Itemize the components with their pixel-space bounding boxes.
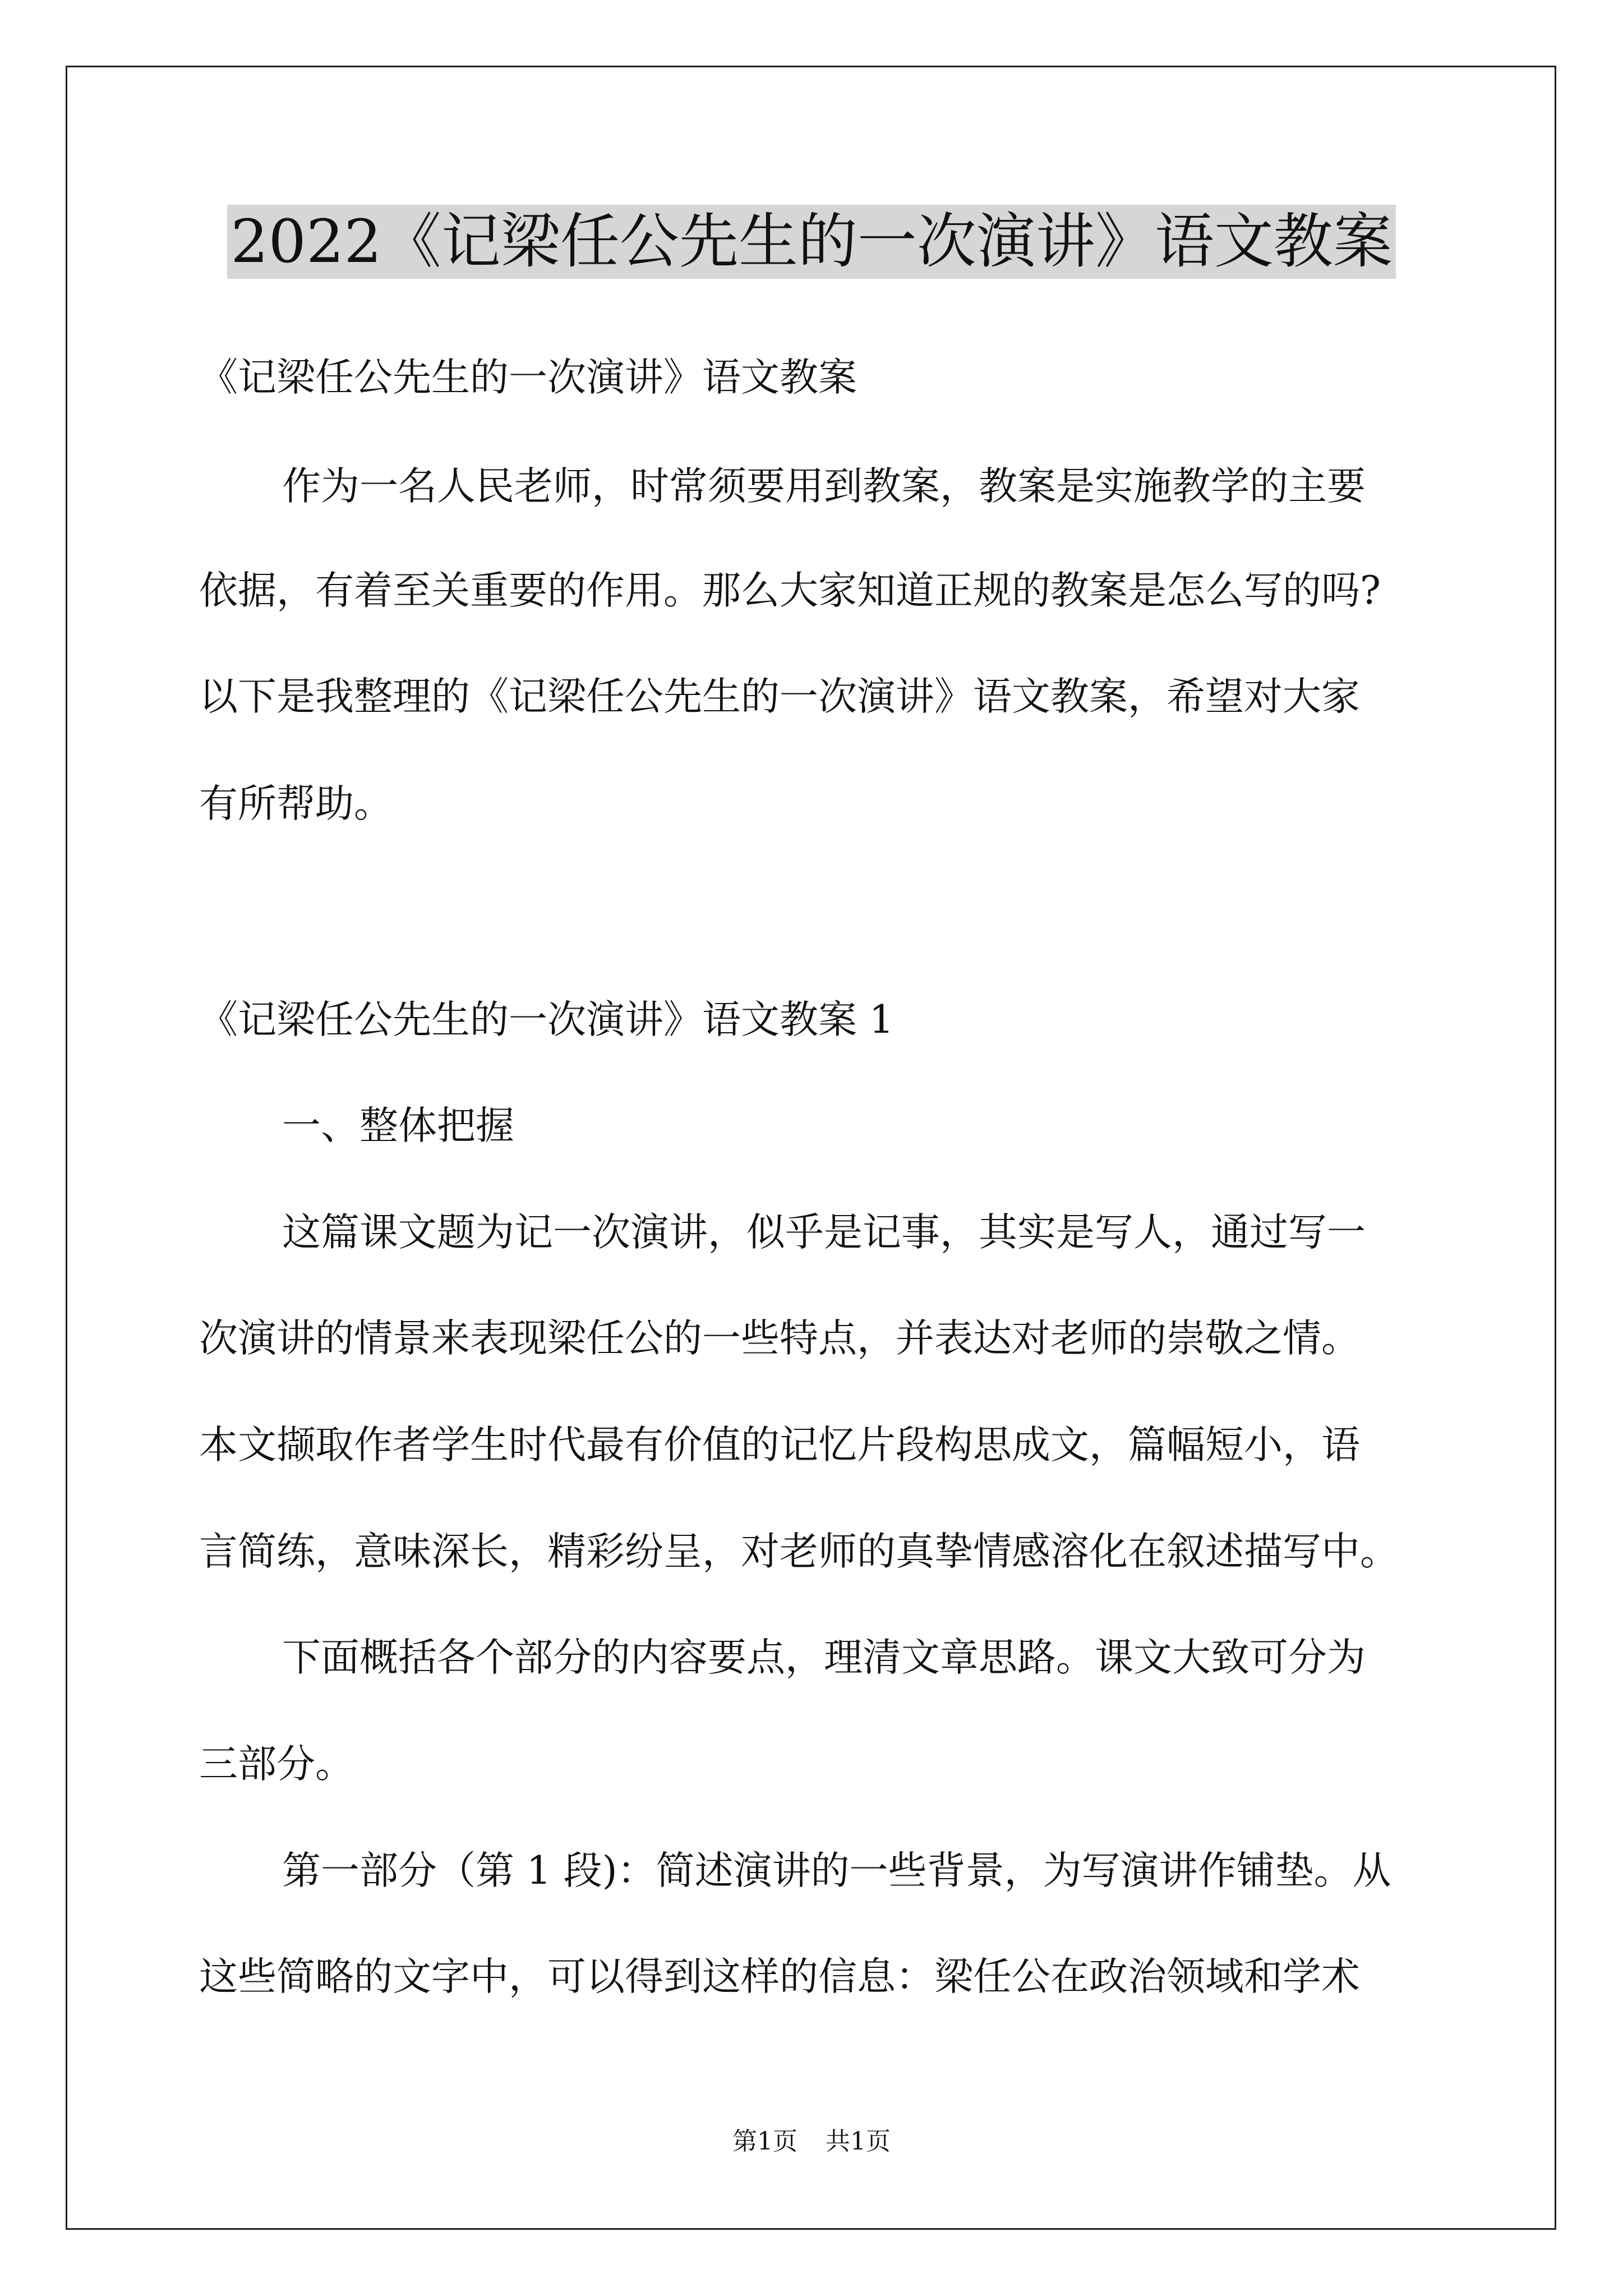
body-line: 言简练，意味深长，精彩纷呈，对老师的真挚情感溶化在叙述描写中。 bbox=[199, 1529, 1399, 1574]
document-title: 2022《记梁任公先生的一次演讲》语文教案 bbox=[227, 205, 1396, 279]
body-line: 依据，有着至关重要的作用。那么大家知道正规的教案是怎么写的吗? bbox=[199, 568, 1381, 613]
body-line: 三部分。 bbox=[199, 1742, 354, 1787]
body-line: 本文撷取作者学生时代最有价值的记忆片段构思成文，篇幅短小，语 bbox=[199, 1423, 1360, 1467]
body-line: 以下是我整理的《记梁任公先生的一次演讲》语文教案，希望对大家 bbox=[199, 674, 1360, 719]
body-line: 作为一名人民老师，时常须要用到教案，教案是实施教学的主要 bbox=[282, 464, 1366, 509]
body-line: 次演讲的情景来表现梁任公的一些特点，并表达对老师的崇敬之情。 bbox=[199, 1316, 1360, 1361]
subtitle-line: 《记梁任公先生的一次演讲》语文教案 bbox=[199, 355, 857, 400]
section-heading: 《记梁任公先生的一次演讲》语文教案 1 bbox=[199, 997, 894, 1042]
page-footer bbox=[0, 2125, 1623, 2159]
body-line: 这些简略的文字中，可以得到这样的信息：梁任公在政治领域和学术 bbox=[199, 1954, 1360, 1999]
body-line: 有所帮助。 bbox=[199, 781, 393, 826]
body-line: 下面概括各个部分的内容要点，理清文章思路。课文大致可分为 bbox=[282, 1635, 1366, 1680]
title-container bbox=[0, 205, 1623, 279]
body-line: 这篇课文题为记一次演讲，似乎是记事，其实是写人，通过写一 bbox=[282, 1210, 1366, 1255]
page-number: 第1页 bbox=[732, 2127, 797, 2156]
subsection-heading: 一、整体把握 bbox=[282, 1103, 514, 1148]
body-line: 第一部分（第 1 段)：简述演讲的一些背景，为写演讲作铺垫。从 bbox=[282, 1848, 1391, 1893]
page-total: 共1页 bbox=[826, 2127, 891, 2156]
